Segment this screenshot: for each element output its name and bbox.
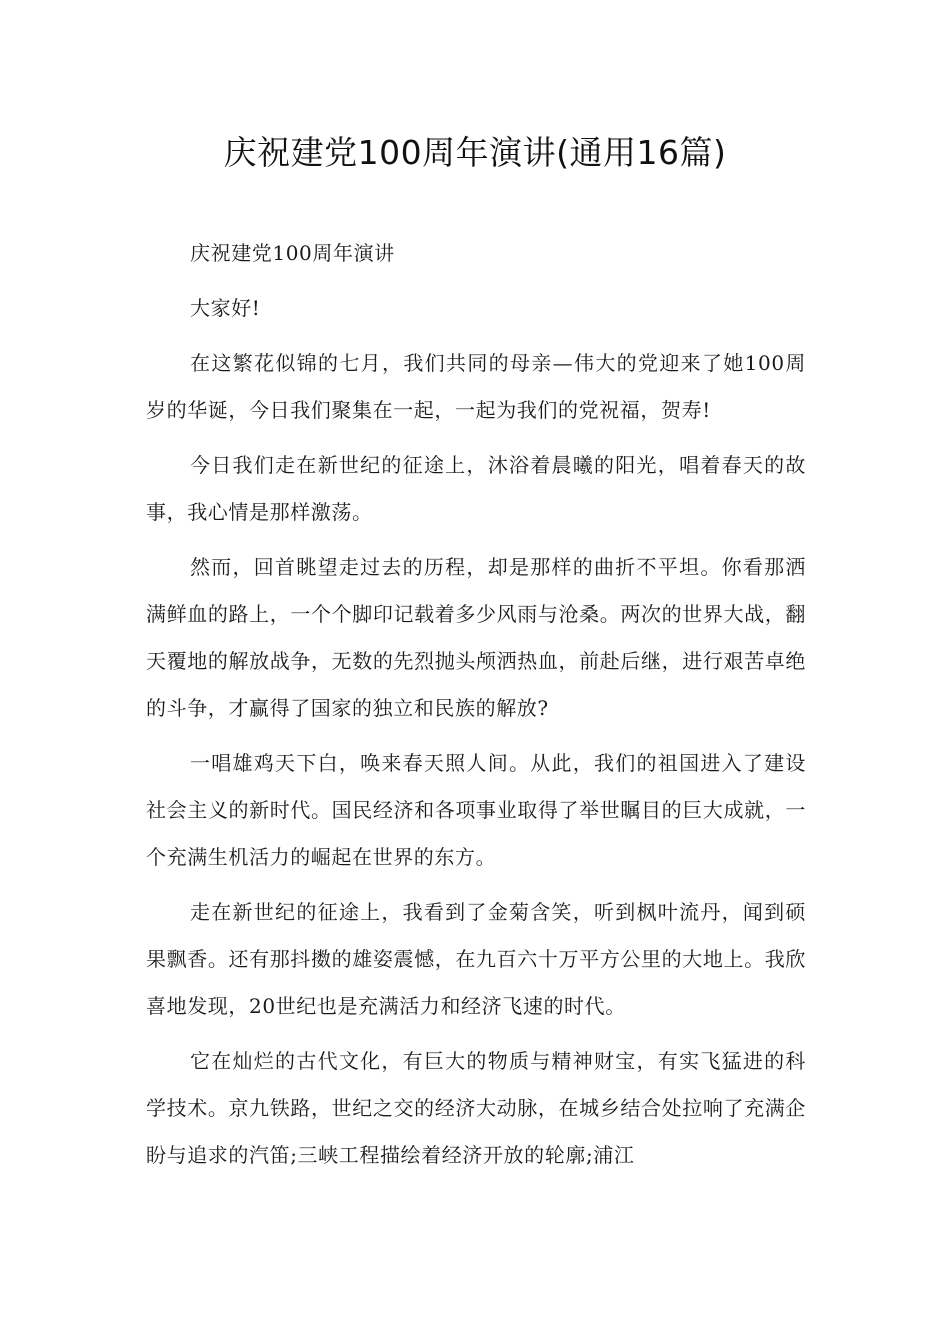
paragraph: 走在新世纪的征途上，我看到了金菊含笑，听到枫叶流丹，闻到硕果飘香。还有那抖擞的雄姿震憾，在九百六十万平方公里的大地上。我欣喜地发现，20世纪也是充满活力和经济飞速的时代。 [146,900,806,1018]
paragraph: 它在灿烂的古代文化，有巨大的物质与精神财宝，有实飞猛进的科学技术。京九铁路，世纪之交的经济大动脉，在城乡结合处拉响了充满企盼与追求的汽笛;三峡工程描绘着经济开放的轮廓;浦江 [146,1049,806,1167]
paragraph: 在这繁花似锦的七月，我们共同的母亲—伟大的党迎来了她100周岁的华诞，今日我们聚集在一起，一起为我们的党祝福，贺寿! [146,351,806,422]
paragraph-greeting: 大家好! [190,296,261,320]
document-body [146,230,806,1187]
paragraph: 今日我们走在新世纪的征途上，沐浴着晨曦的阳光，唱着春天的故事，我心情是那样激荡。 [146,453,806,524]
document-title: 庆祝建党100周年演讲(通用16篇) [223,133,727,172]
paragraph: 然而，回首眺望走过去的历程，却是那样的曲折不平坦。你看那洒满鲜血的路上，一个个脚印记载着多少风雨与沧桑。两次的世界大战，翻天覆地的解放战争，无数的先烈抛头颅洒热血，前赴后继，进行艰苦卓绝的斗争，才赢得了国家的独立和民族的解放? [146,555,806,720]
paragraph-subtitle: 庆祝建党100周年演讲 [190,241,395,265]
paragraph: 一唱雄鸡天下白，唤来春天照人间。从此，我们的祖国进入了建设社会主义的新时代。国民经济和各项事业取得了举世瞩目的巨大成就，一个充满生机活力的崛起在世界的东方。 [146,751,806,869]
